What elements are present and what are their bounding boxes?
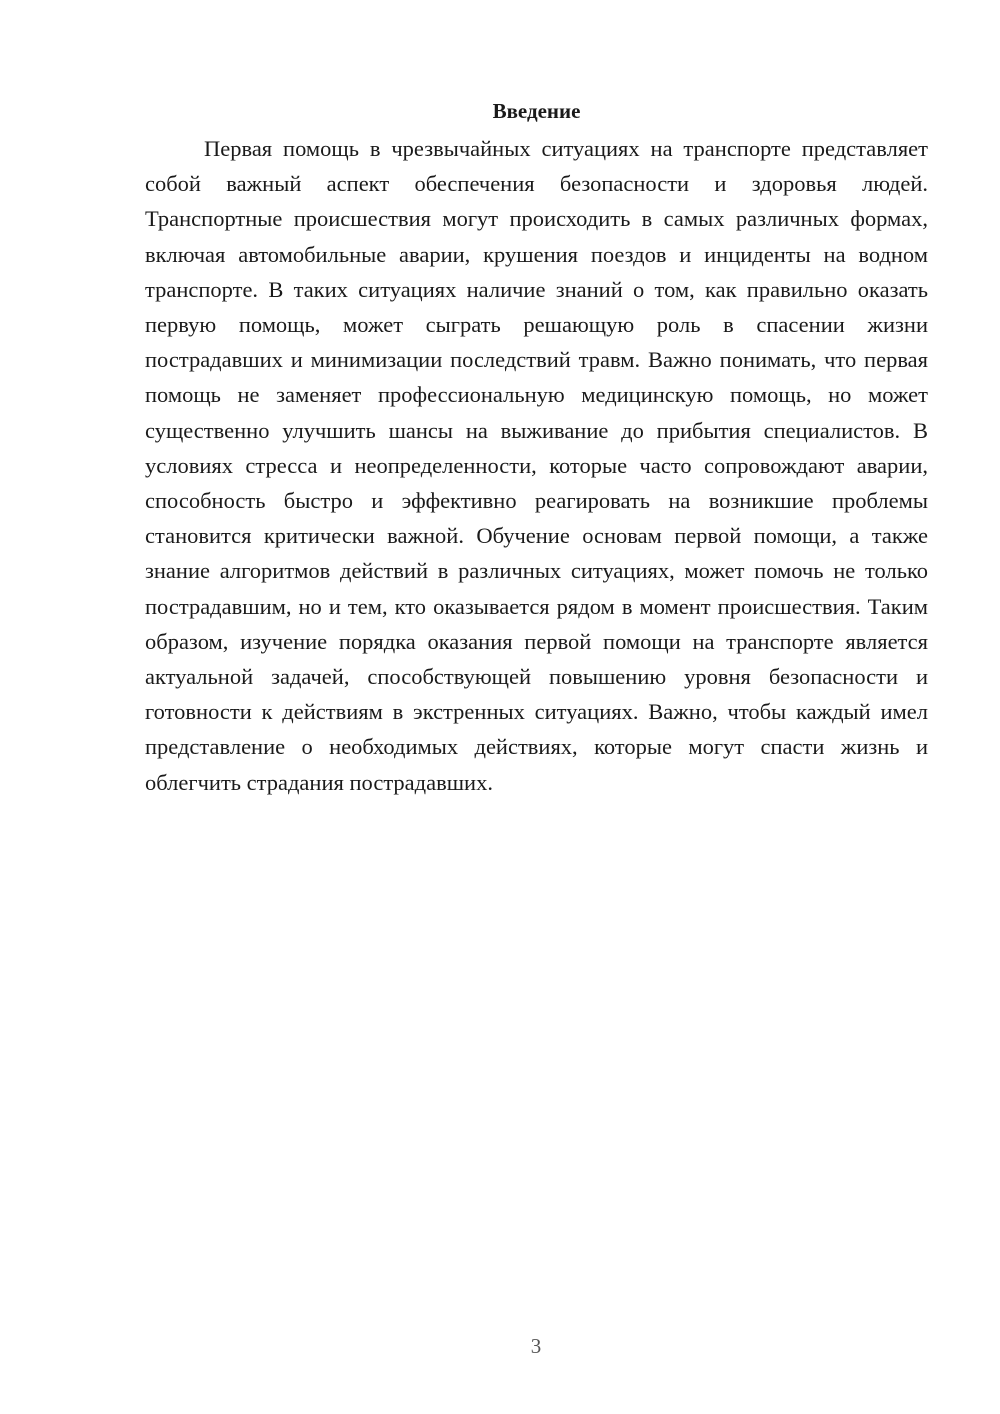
- page-content: [145, 97, 928, 800]
- page-number: 3: [530, 1334, 542, 1358]
- section-heading: Введение: [492, 99, 581, 123]
- body-paragraph: Первая помощь в чрезвычайных ситуациях на транспорте представляет собой важный аспект обеспечения безопасности и здоровья людей. Транспортные происшествия могут происходить в самых различных формах, включая автомобильные аварии, крушения поездов и инциденты на водном транспорте. В таких ситуациях наличие знаний о том, как правильно оказать первую помощь, может сыграть решающую роль в спасении жизни пострадавших и минимизации последствий травм. Важно понимать, что первая помощь не заменяет профессиональную медицинскую помощь, но может существенно улучшить шансы на выживание до прибытия специалистов. В условиях стресса и неопределенности, которые часто сопровождают аварии, способность быстро и эффективно реагировать на возникшие проблемы становится критически важной. Обучение основам первой помощи, а также знание алгоритмов действий в различных ситуациях, может помочь не только пострадавшим, но и тем, кто оказывается рядом в момент происшествия. Таким образом, изучение порядка оказания первой помощи на транспорте является актуальной задачей, способствующей повышению уровня безопасности и готовности к действиям в экстренных ситуациях. Важно, чтобы каждый имел представление о необходимых действиях, которые могут спасти жизнь и облегчить страдания пострадавших.: [145, 136, 928, 795]
